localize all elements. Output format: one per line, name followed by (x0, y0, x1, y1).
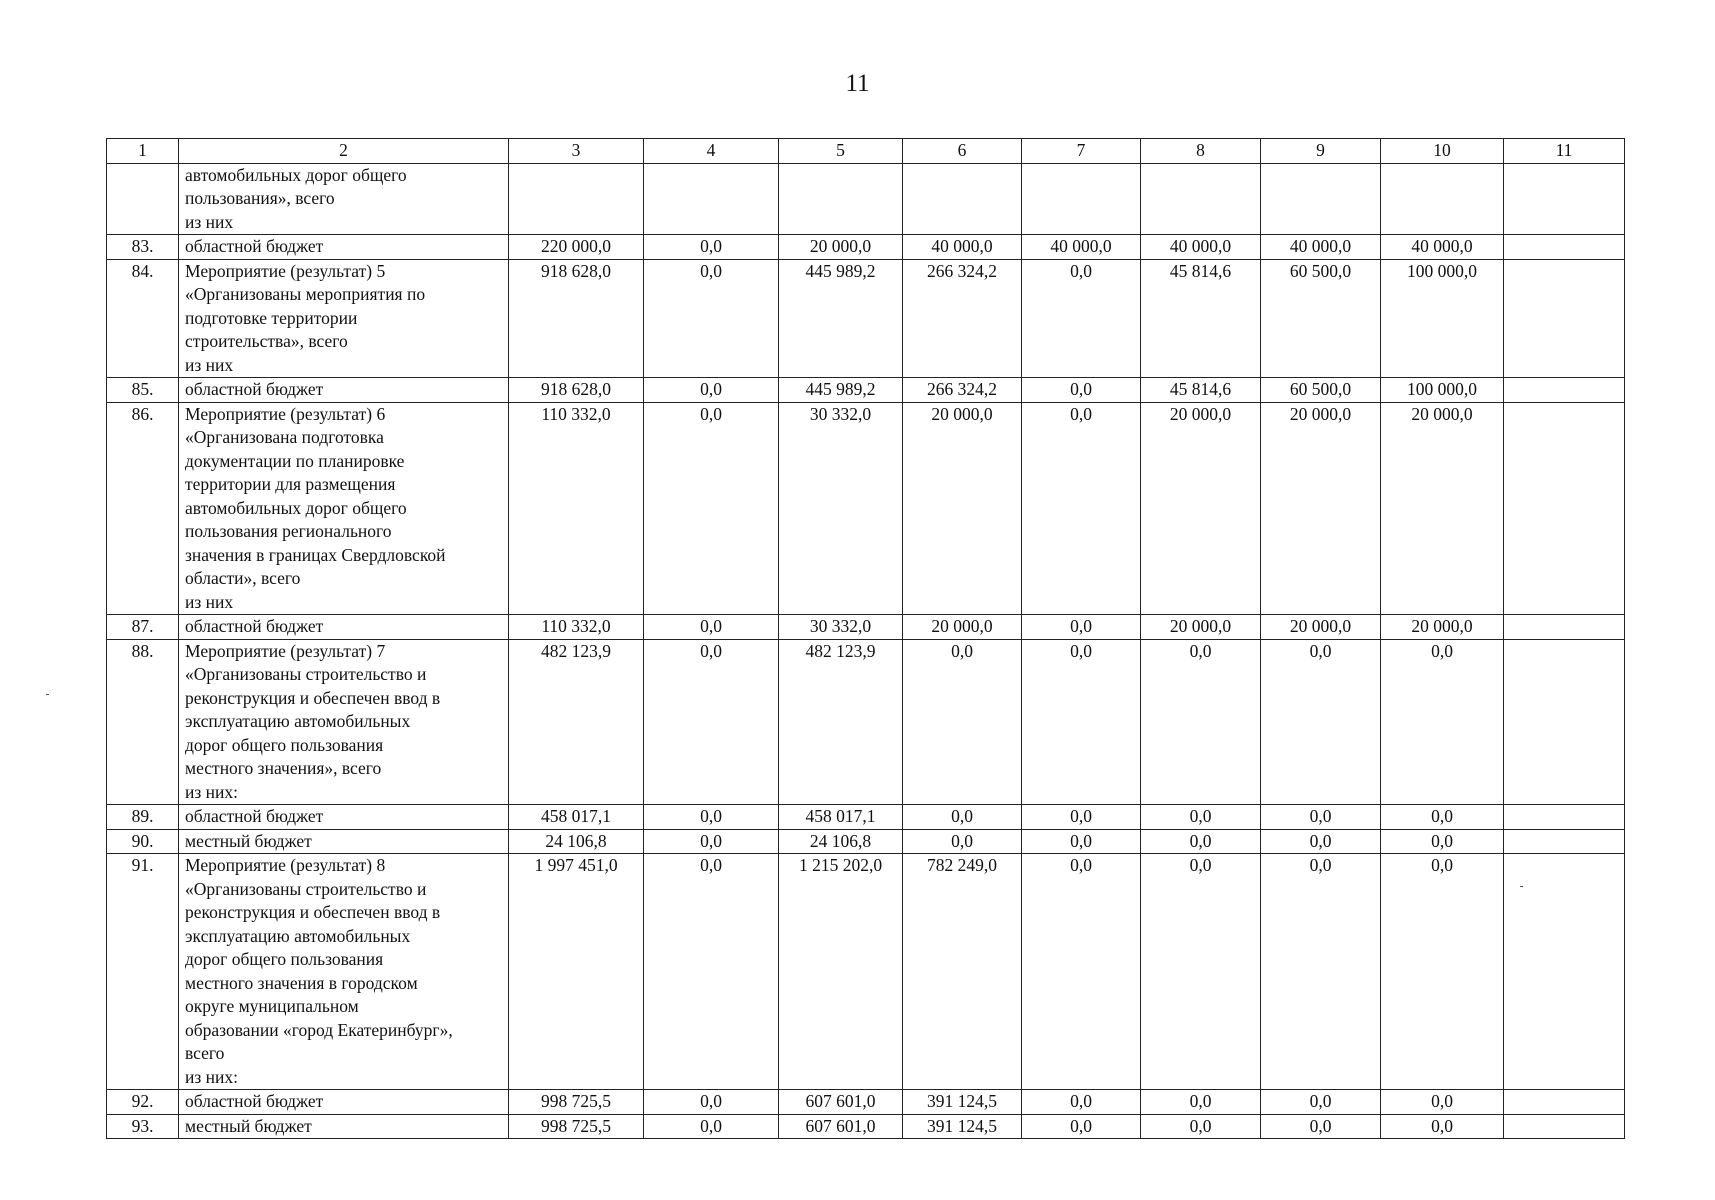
row-number: 90. (107, 829, 179, 854)
row-description (179, 235, 509, 260)
value-cell-col11 (1504, 639, 1625, 805)
value-cell-col11 (1504, 805, 1625, 830)
row-description (179, 402, 509, 615)
value-cell-col5: 607 601,0 (779, 1090, 903, 1115)
description-line: местного значения в городском (185, 972, 418, 993)
row-description (179, 829, 509, 854)
table-row (107, 1114, 1625, 1139)
column-header: 4 (644, 139, 779, 164)
value-cell-col10: 0,0 (1381, 829, 1504, 854)
value-cell-col6: 20 000,0 (903, 615, 1022, 640)
value-cell-col8: 20 000,0 (1141, 402, 1261, 615)
value-cell-col5: 482 123,9 (779, 639, 903, 805)
value-cell-col11 (1504, 1090, 1625, 1115)
value-cell-col3: 458 017,1 (509, 805, 644, 830)
table-body (107, 163, 1625, 1139)
value-cell-col5: 445 989,2 (779, 378, 903, 403)
scan-speck (1520, 886, 1523, 887)
column-header: 10 (1381, 139, 1504, 164)
value-cell-col7: 0,0 (1022, 1090, 1141, 1115)
value-cell-col4: 0,0 (644, 805, 779, 830)
value-cell-col5: 30 332,0 (779, 615, 903, 640)
value-cell-col7: 0,0 (1022, 639, 1141, 805)
value-cell-col6: 0,0 (903, 829, 1022, 854)
description-line: Мероприятие (результат) 8 (185, 855, 386, 875)
row-number (107, 163, 179, 235)
value-cell-col5: 607 601,0 (779, 1114, 903, 1139)
value-cell-col5: 24 106,8 (779, 829, 903, 854)
description-line: Мероприятие (результат) 7 (185, 640, 386, 661)
column-header: 3 (509, 139, 644, 164)
value-cell-col4: 0,0 (644, 378, 779, 403)
value-cell-col9: 60 500,0 (1261, 259, 1381, 378)
column-header: 2 (179, 139, 509, 164)
table-row (107, 163, 1625, 235)
value-cell-col4: 0,0 (644, 259, 779, 378)
description-line: «Организованы строительство и (185, 664, 427, 684)
value-cell-col7: 0,0 (1022, 854, 1141, 1090)
value-cell-col9: 20 000,0 (1261, 615, 1381, 640)
value-cell-col11 (1504, 1114, 1625, 1139)
value-cell-col3: 110 332,0 (509, 402, 644, 615)
value-cell-col10: 100 000,0 (1381, 378, 1504, 403)
row-description (179, 639, 509, 805)
description-line: образовании «город Екатеринбург», (185, 1019, 453, 1040)
description-line: строительства», всего (185, 331, 348, 351)
value-cell-col4: 0,0 (644, 615, 779, 640)
value-cell-col9 (1261, 163, 1381, 235)
description-line: подготовке территории (185, 307, 358, 328)
row-description (179, 1114, 509, 1139)
description-line: Мероприятие (результат) 6 (185, 403, 386, 424)
table-row (107, 829, 1625, 854)
row-number: 93. (107, 1114, 179, 1139)
value-cell-col3: 24 106,8 (509, 829, 644, 854)
column-header: 8 (1141, 139, 1261, 164)
description-line: области», всего (185, 568, 301, 588)
table-row (107, 1090, 1625, 1115)
row-number: 83. (107, 235, 179, 260)
value-cell-col11 (1504, 235, 1625, 260)
table-row (107, 639, 1625, 805)
row-number: 86. (107, 402, 179, 615)
value-cell-col9: 20 000,0 (1261, 402, 1381, 615)
value-cell-col3: 998 725,5 (509, 1114, 644, 1139)
row-description (179, 378, 509, 403)
row-description (179, 854, 509, 1090)
description-line: автомобильных дорог общего (185, 497, 407, 518)
description-line: областной бюджет (185, 236, 324, 256)
description-line: из них: (185, 781, 238, 802)
description-line: из них (185, 354, 234, 375)
value-cell-col8: 0,0 (1141, 1090, 1261, 1115)
value-cell-col10: 40 000,0 (1381, 235, 1504, 260)
description-line: реконструкция и обеспечен ввод в (185, 902, 441, 922)
value-cell-col4: 0,0 (644, 1114, 779, 1139)
column-header: 5 (779, 139, 903, 164)
value-cell-col11 (1504, 829, 1625, 854)
value-cell-col4: 0,0 (644, 402, 779, 615)
value-cell-col6 (903, 163, 1022, 235)
value-cell-col9: 0,0 (1261, 805, 1381, 830)
description-line: эксплуатацию автомобильных (185, 711, 411, 731)
value-cell-col3: 110 332,0 (509, 615, 644, 640)
value-cell-col9: 0,0 (1261, 829, 1381, 854)
table-row (107, 615, 1625, 640)
description-line: из них (185, 211, 234, 232)
description-line: из них: (185, 1066, 238, 1087)
value-cell-col7: 0,0 (1022, 402, 1141, 615)
value-cell-col7 (1022, 163, 1141, 235)
scan-speck (46, 694, 49, 695)
description-line: областной бюджет (185, 616, 324, 636)
value-cell-col9: 0,0 (1261, 639, 1381, 805)
row-description (179, 1090, 509, 1115)
row-number: 85. (107, 378, 179, 403)
value-cell-col6: 782 249,0 (903, 854, 1022, 1090)
value-cell-col6: 20 000,0 (903, 402, 1022, 615)
table-row (107, 378, 1625, 403)
description-line: территории для размещения (185, 474, 396, 494)
table-row (107, 854, 1625, 1090)
value-cell-col8: 40 000,0 (1141, 235, 1261, 260)
budget-table (106, 138, 1625, 1139)
description-line: местный бюджет (185, 1115, 312, 1136)
value-cell-col11 (1504, 615, 1625, 640)
table-row (107, 235, 1625, 260)
column-header: 11 (1504, 139, 1625, 164)
value-cell-col7: 40 000,0 (1022, 235, 1141, 260)
row-description (179, 163, 509, 235)
row-number: 88. (107, 639, 179, 805)
row-number: 84. (107, 259, 179, 378)
description-line: автомобильных дорог общего (185, 164, 407, 185)
value-cell-col3: 1 997 451,0 (509, 854, 644, 1090)
description-line: Мероприятие (результат) 5 (185, 260, 386, 281)
value-cell-col7: 0,0 (1022, 1114, 1141, 1139)
value-cell-col10: 0,0 (1381, 639, 1504, 805)
description-line: всего (185, 1043, 225, 1063)
column-header: 7 (1022, 139, 1141, 164)
value-cell-col3: 998 725,5 (509, 1090, 644, 1115)
value-cell-col4 (644, 163, 779, 235)
value-cell-col7: 0,0 (1022, 259, 1141, 378)
table-row (107, 805, 1625, 830)
value-cell-col8: 0,0 (1141, 805, 1261, 830)
description-line: реконструкция и обеспечен ввод в (185, 687, 441, 708)
value-cell-col5: 458 017,1 (779, 805, 903, 830)
value-cell-col8: 0,0 (1141, 639, 1261, 805)
value-cell-col3: 482 123,9 (509, 639, 644, 805)
value-cell-col6: 0,0 (903, 805, 1022, 830)
value-cell-col6: 266 324,2 (903, 259, 1022, 378)
value-cell-col11 (1504, 854, 1625, 1090)
value-cell-col9: 0,0 (1261, 1090, 1381, 1115)
row-number: 89. (107, 805, 179, 830)
description-line: документации по планировке (185, 450, 405, 471)
value-cell-col8: 0,0 (1141, 854, 1261, 1090)
value-cell-col6: 391 124,5 (903, 1114, 1022, 1139)
value-cell-col7: 0,0 (1022, 829, 1141, 854)
description-line: областной бюджет (185, 806, 324, 826)
header-row (107, 139, 1625, 164)
value-cell-col5: 20 000,0 (779, 235, 903, 260)
value-cell-col4: 0,0 (644, 854, 779, 1090)
value-cell-col8: 0,0 (1141, 829, 1261, 854)
row-description (179, 259, 509, 378)
row-number: 92. (107, 1090, 179, 1115)
value-cell-col9: 40 000,0 (1261, 235, 1381, 260)
value-cell-col10: 0,0 (1381, 1114, 1504, 1139)
value-cell-col11 (1504, 259, 1625, 378)
description-line: дорог общего пользования (185, 734, 384, 755)
value-cell-col8: 45 814,6 (1141, 378, 1261, 403)
value-cell-col5: 1 215 202,0 (779, 854, 903, 1090)
value-cell-col11 (1504, 163, 1625, 235)
description-line: областной бюджет (185, 1091, 324, 1111)
value-cell-col10: 100 000,0 (1381, 259, 1504, 378)
value-cell-col6: 0,0 (903, 639, 1022, 805)
page-number: 11 (845, 70, 870, 97)
value-cell-col8: 45 814,6 (1141, 259, 1261, 378)
table-row (107, 402, 1625, 615)
description-line: пользования регионального (185, 521, 392, 541)
value-cell-col4: 0,0 (644, 829, 779, 854)
value-cell-col7: 0,0 (1022, 615, 1141, 640)
column-header: 6 (903, 139, 1022, 164)
value-cell-col11 (1504, 402, 1625, 615)
value-cell-col10: 0,0 (1381, 854, 1504, 1090)
value-cell-col10 (1381, 163, 1504, 235)
value-cell-col3: 220 000,0 (509, 235, 644, 260)
value-cell-col11 (1504, 378, 1625, 403)
value-cell-col7: 0,0 (1022, 805, 1141, 830)
row-number: 87. (107, 615, 179, 640)
description-line: округе муниципальном (185, 996, 359, 1016)
description-line: эксплуатацию автомобильных (185, 925, 411, 946)
value-cell-col8: 20 000,0 (1141, 615, 1261, 640)
value-cell-col5: 30 332,0 (779, 402, 903, 615)
column-header: 9 (1261, 139, 1381, 164)
value-cell-col4: 0,0 (644, 235, 779, 260)
value-cell-col10: 0,0 (1381, 805, 1504, 830)
value-cell-col9: 60 500,0 (1261, 378, 1381, 403)
row-number: 91. (107, 854, 179, 1090)
value-cell-col3: 918 628,0 (509, 259, 644, 378)
description-line: местного значения», всего (185, 758, 382, 778)
description-line: местный бюджет (185, 830, 312, 851)
value-cell-col6: 266 324,2 (903, 378, 1022, 403)
value-cell-col4: 0,0 (644, 1090, 779, 1115)
value-cell-col5 (779, 163, 903, 235)
value-cell-col3 (509, 163, 644, 235)
description-line: «Организована подготовка (185, 427, 384, 447)
value-cell-col6: 391 124,5 (903, 1090, 1022, 1115)
description-line: областной бюджет (185, 379, 324, 399)
value-cell-col9: 0,0 (1261, 854, 1381, 1090)
value-cell-col10: 0,0 (1381, 1090, 1504, 1115)
description-line: «Организованы строительство и (185, 878, 427, 899)
value-cell-col10: 20 000,0 (1381, 402, 1504, 615)
description-line: пользования», всего (185, 188, 335, 208)
value-cell-col7: 0,0 (1022, 378, 1141, 403)
value-cell-col3: 918 628,0 (509, 378, 644, 403)
value-cell-col9: 0,0 (1261, 1114, 1381, 1139)
column-header: 1 (107, 139, 179, 164)
value-cell-col8 (1141, 163, 1261, 235)
table-row (107, 259, 1625, 378)
description-line: дорог общего пользования (185, 949, 384, 969)
value-cell-col10: 20 000,0 (1381, 615, 1504, 640)
value-cell-col6: 40 000,0 (903, 235, 1022, 260)
row-description (179, 615, 509, 640)
row-description (179, 805, 509, 830)
description-line: значения в границах Свердловской (185, 544, 446, 565)
value-cell-col8: 0,0 (1141, 1114, 1261, 1139)
value-cell-col5: 445 989,2 (779, 259, 903, 378)
description-line: из них (185, 591, 234, 612)
description-line: «Организованы мероприятия по (185, 284, 426, 304)
value-cell-col4: 0,0 (644, 639, 779, 805)
